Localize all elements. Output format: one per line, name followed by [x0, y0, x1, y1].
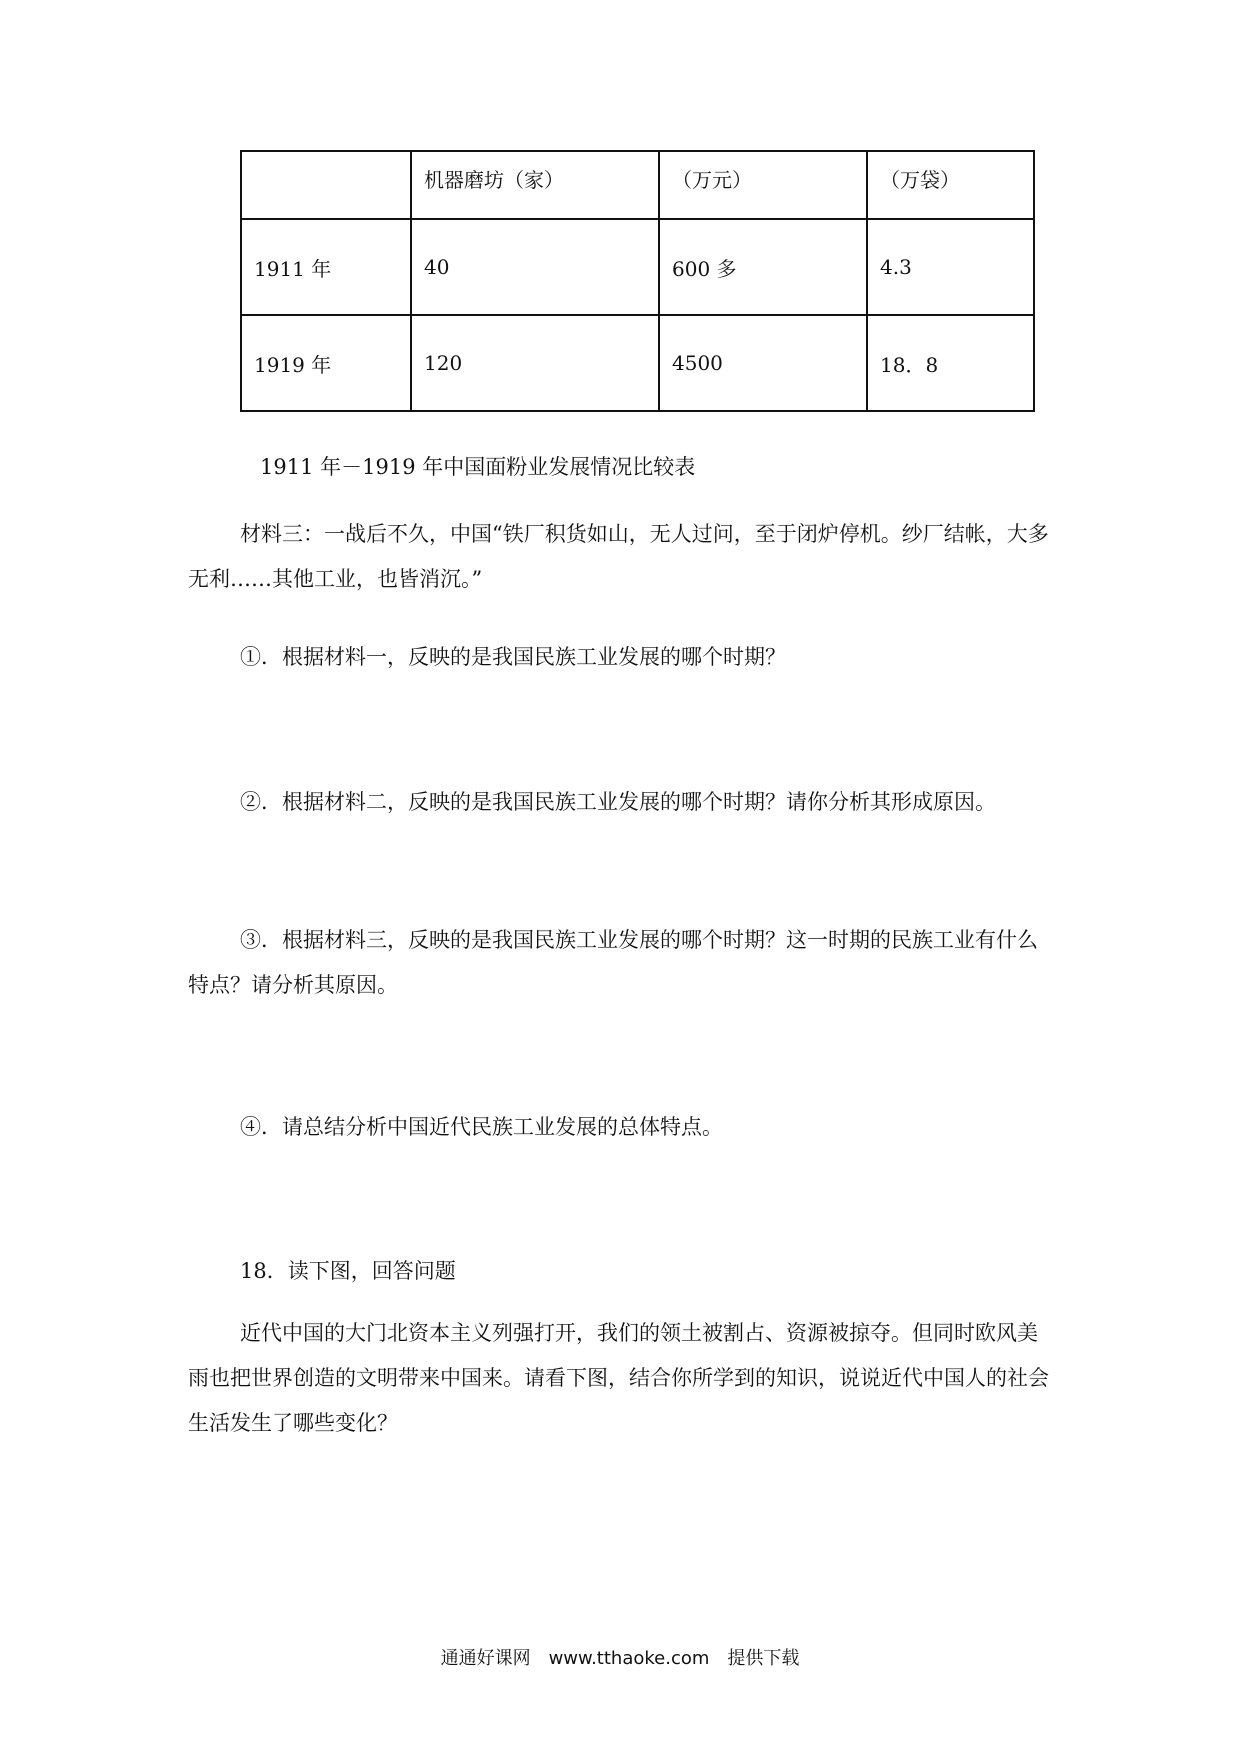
table-header-cell — [241, 151, 411, 219]
question-18-title: 18．读下图，回答问题 — [240, 1259, 456, 1283]
table-row — [241, 315, 1034, 411]
question-3: ③．根据材料三，反映的是我国民族工业发展的哪个时期？这一时期的民族工业有什么特点？请分析其原因。 — [188, 928, 1038, 997]
table-caption: 1911 年－1919 年中国面粉业发展情况比较表 — [260, 455, 696, 479]
table-header-cell: （万袋） — [867, 151, 1034, 219]
table-cell: 4.3 — [867, 219, 1034, 315]
table-cell: 1911 年 — [241, 219, 411, 315]
table-cell: 4500 — [659, 315, 867, 411]
material-three-paragraph: 材料三：一战后不久，中国“铁厂积货如山，无人过问，至于闭炉停机。纱厂结帐，大多无利……其他工业，也皆消沉。” — [188, 522, 1049, 591]
question-4: ④．请总结分析中国近代民族工业发展的总体特点。 — [240, 1115, 723, 1139]
question-1: ①．根据材料一，反映的是我国民族工业发展的哪个时期？ — [240, 645, 786, 669]
question-18-body: 近代中国的大门北资本主义列强打开，我们的领土被割占、资源被掠夺。但同时欧风美雨也把世界创造的文明带来中国来。请看下图，结合你所学到的知识，说说近代中国人的社会生活发生了哪些变化？ — [188, 1321, 1049, 1435]
table-cell: 1919 年 — [241, 315, 411, 411]
table-row — [241, 219, 1034, 315]
table-header-row — [241, 151, 1034, 219]
table-cell: 18．8 — [867, 315, 1034, 411]
flour-industry-table — [240, 150, 1035, 412]
table-header-cell: 机器磨坊（家） — [411, 151, 659, 219]
table-cell: 40 — [411, 219, 659, 315]
page-footer: 通通好课网 www.tthaoke.com 提供下载 — [440, 1648, 800, 1669]
question-2: ②．根据材料二，反映的是我国民族工业发展的哪个时期？请你分析其形成原因。 — [240, 790, 996, 814]
table-cell: 600 多 — [659, 219, 867, 315]
table-header-cell: （万元） — [659, 151, 867, 219]
table-cell: 120 — [411, 315, 659, 411]
